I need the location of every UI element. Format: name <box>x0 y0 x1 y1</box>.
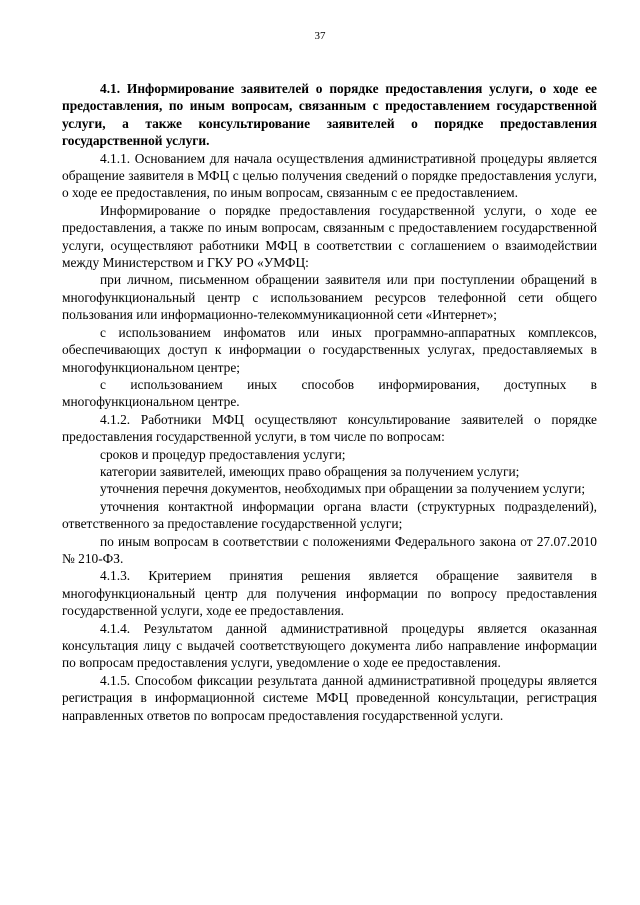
paragraph-deadlines: сроков и процедур предоставления услуги; <box>100 446 346 462</box>
paragraph-4-1-4: 4.1.4. Результатом данной административной процедуры является оказанная консультация лицу с выдачей соответствующего документа либо направление информации по вопросам предоставления услуги, уведомление о ходе ее предоставления. <box>62 620 597 671</box>
document-body <box>62 80 597 724</box>
paragraph-4-1-3: 4.1.3. Критерием принятия решения является обращение заявителя в многофункциональный центр для получения информации по вопросу предоставления государственной услуги, ходе ее предоставления. <box>62 568 597 619</box>
paragraph-4-1-5: 4.1.5. Способом фиксации результата данной административной процедуры является регистрация в информационной системе МФЦ проведенной консультации, регистрация направленных ответов по вопросам предоставления государственной услуги. <box>62 672 597 723</box>
paragraph-4-1-2: 4.1.2. Работники МФЦ осуществляют консультирование заявителей о порядке предоставления государственной услуги, в том числе по вопросам: <box>62 411 597 445</box>
paragraph-personal-request: при личном, письменном обращении заявителя или при поступлении обращений в многофункциональный центр с использованием ресурсов телефонной сети общего пользования или информационно-телекоммуникационной сети «Интернет»; <box>62 272 597 323</box>
paragraph-infomats: с использованием инфоматов или иных программно-аппаратных комплексов, обеспечивающих доступ к информации о государственных услугах, предоставляемых в многофункциональном центре; <box>62 324 597 375</box>
paragraph-other-methods: с использованием иных способов информирования, доступных в многофункциональном центре. <box>62 376 597 410</box>
section-heading: 4.1. Информирование заявителей о порядке предоставления услуги, о ходе ее предоставления, по иным вопросам, связанным с предоставлением государственной услуги, а также консультирование заявителей о порядке предоставления государственной услуги. <box>62 81 597 149</box>
page-number: 37 <box>314 30 326 42</box>
paragraph-4-1-1: 4.1.1. Основанием для начала осуществления административной процедуры является обращение заявителя в МФЦ с целью получения сведений о порядке предоставления услуги, о ходе ее предоставления, по иным вопросам, связанным с ее предоставлением. <box>62 150 597 201</box>
paragraph-contact-info: уточнения контактной информации органа власти (структурных подразделений), ответственного за предоставление государственной услуги; <box>62 498 597 532</box>
paragraph-informing: Информирование о порядке предоставления государственной услуги, о ходе ее предоставления, а также по иным вопросам, связанным с предоставлением государственной услуги, осуществляют работники МФЦ в соответствии с соглашением о взаимодействии между Министерством и ГКУ РО «УМФЦ: <box>62 202 597 271</box>
paragraph-document-list: уточнения перечня документов, необходимых при обращении за получением услуги; <box>100 481 586 497</box>
paragraph-other-questions: по иным вопросам в соответствии с положениями Федерального закона от 27.07.2010 № 210-ФЗ. <box>62 533 597 566</box>
paragraph-applicant-categories: категории заявителей, имеющих право обращения за получением услуги; <box>100 463 520 479</box>
